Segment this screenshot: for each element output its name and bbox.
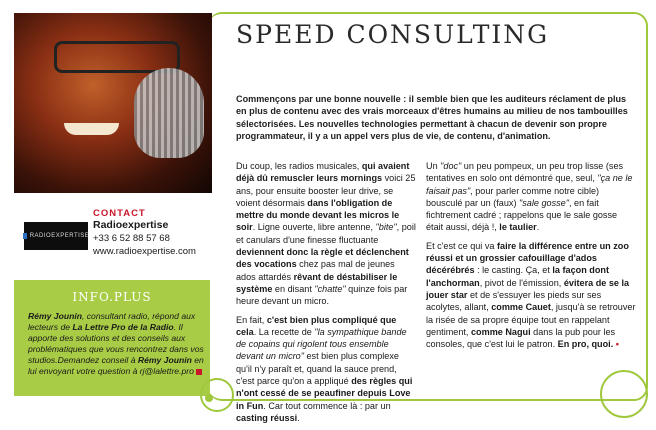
text-run: . Car tout commence là : par un bbox=[263, 400, 391, 411]
text-run: dans la pub pour les consoles, que c'est lui le patron. bbox=[426, 326, 616, 350]
text-run: "sale gosse" bbox=[519, 197, 569, 208]
text-run: dans l'obligation de mettre du monde devant les micros le soir bbox=[236, 197, 400, 233]
text-run: le taulier bbox=[499, 222, 537, 233]
decor-dot bbox=[205, 394, 213, 402]
text-run: Et c'est ce qui va bbox=[426, 240, 497, 251]
text-run: "chatte" bbox=[314, 283, 346, 294]
mouth-shape bbox=[64, 123, 119, 135]
text-run: . bbox=[536, 222, 540, 233]
text-run: : le casting. Ça, et bbox=[474, 265, 553, 276]
text-run: , en fait fichtrement cadré ; rappelons que le sale gosse était aussi, déjà !, bbox=[426, 197, 618, 233]
paragraph bbox=[236, 314, 416, 425]
text-run: , pivot de l'émission, bbox=[479, 277, 564, 288]
text-run: c'est bien plus compliqué que cela bbox=[236, 314, 397, 337]
text-run: la façon dont l'anchorman bbox=[426, 265, 609, 288]
info-plus-heading: INFO.PLUS bbox=[72, 290, 152, 304]
text-run: voici 25 ans, pour ensuite booster leur drive, se voient désormais bbox=[236, 173, 416, 208]
text-run: chez pas mal de jeunes ados attardés bbox=[236, 259, 395, 282]
article-title: SPEED CONSULTING bbox=[236, 20, 550, 49]
text-run: "bite" bbox=[375, 222, 397, 233]
text-run: quinze fois par heure devant un micro. bbox=[236, 283, 408, 307]
text-run: comme Nagui bbox=[471, 326, 531, 337]
consultant-photo bbox=[14, 13, 212, 193]
paragraph bbox=[236, 160, 416, 308]
article-intro: Commençons par une bonne nouvelle : il semble bien que les auditeurs réclament de plus en plus de contenu avec des vrais morceaux d'êtres humains au milieu de nos tambouilles sélectorisées. Les nouvelles technologies permettant à chacun de devenir son propre programmateur, il y a un appel vers plus de vie, de contenu, d'animation. bbox=[236, 94, 628, 142]
text-run: évitera de se la jouer star bbox=[426, 277, 630, 300]
microphone-shape bbox=[134, 68, 204, 158]
text-run: "doc" bbox=[440, 161, 462, 171]
paragraph bbox=[426, 160, 636, 234]
text-run: faire la différence entre un zoo réussi et un grossier cafouillage d'ados décérébrés bbox=[426, 240, 629, 276]
decor-ring bbox=[600, 370, 648, 418]
text-run: Du coup, les radios musicales, bbox=[236, 161, 362, 171]
paragraph bbox=[426, 240, 636, 351]
contact-phone: +33 6 52 88 57 68 bbox=[93, 233, 170, 244]
text-run: des règles qui n'ont cessé de se peaufiner depuis Love in Fun bbox=[236, 376, 413, 411]
radioexpertise-logo: RADIOEXPERTISE bbox=[24, 222, 88, 250]
text-run: "la sympathique bande de copains qui rigolent tous ensemble devant un micro" bbox=[236, 326, 407, 362]
text-run: , jusqu'à se retrouver la risée de sa propre équipe tout en rappelant gentiment, bbox=[426, 302, 636, 337]
end-square-icon bbox=[196, 369, 202, 375]
text-run: En fait, bbox=[236, 314, 267, 325]
article-column-2 bbox=[426, 160, 636, 356]
info-plus-text: Rémy Jounin, consultant radio, répond aux lecteurs de La Lettre Pro de la Radio. Il apporte des solutions et des conseils aux problématiques que vous rencontrez dans vos studios.Demandez conseil à Rémy Jounin en lui envoyant votre question à rj@lalettre.pro bbox=[28, 311, 204, 376]
contact-website[interactable]: www.radioexpertise.com bbox=[93, 246, 196, 257]
text-run: , poil et canulars d'une finesse fluctuante bbox=[236, 222, 416, 245]
text-run: qui avaient déjà dû remuscler leurs mornings bbox=[236, 161, 410, 184]
text-run: comme Cauet bbox=[491, 302, 551, 313]
text-run: . Ligne ouverte, libre antenne, bbox=[252, 222, 376, 233]
end-mark: • bbox=[613, 339, 619, 350]
text-run: casting réussi bbox=[236, 412, 298, 423]
text-run: Un bbox=[426, 161, 441, 171]
info-plus-box bbox=[14, 280, 210, 396]
text-run: "ça ne le faisait pas" bbox=[426, 173, 633, 196]
article-column-1 bbox=[236, 160, 416, 430]
text-run: en disant bbox=[272, 283, 315, 294]
text-run: En pro, quoi. bbox=[557, 339, 614, 350]
text-run: . La recette de bbox=[253, 326, 315, 337]
text-run: . bbox=[297, 412, 300, 423]
text-run: un peu pompeux, un peu trop lisse (ses tentatives en solo ont démontré que, seul, bbox=[426, 161, 624, 184]
contact-name: Radioexpertise bbox=[93, 219, 169, 231]
text-run: et de s'essuyer les pieds sur ses acolytes, allant, bbox=[426, 289, 602, 313]
contact-label: CONTACT bbox=[93, 208, 146, 219]
text-run: est bien plus complexe qu'il n'y paraît et, quand la sauce prend, c'est parce qu'on a appliqué bbox=[236, 351, 399, 387]
text-run: , pour parler comme notre cible) bousculé par un (faux) bbox=[426, 185, 600, 208]
text-run: rêvant de déstabiliser le système bbox=[236, 271, 398, 294]
text-run: deviennent donc la règle et déclenchent des vocations bbox=[236, 247, 409, 270]
